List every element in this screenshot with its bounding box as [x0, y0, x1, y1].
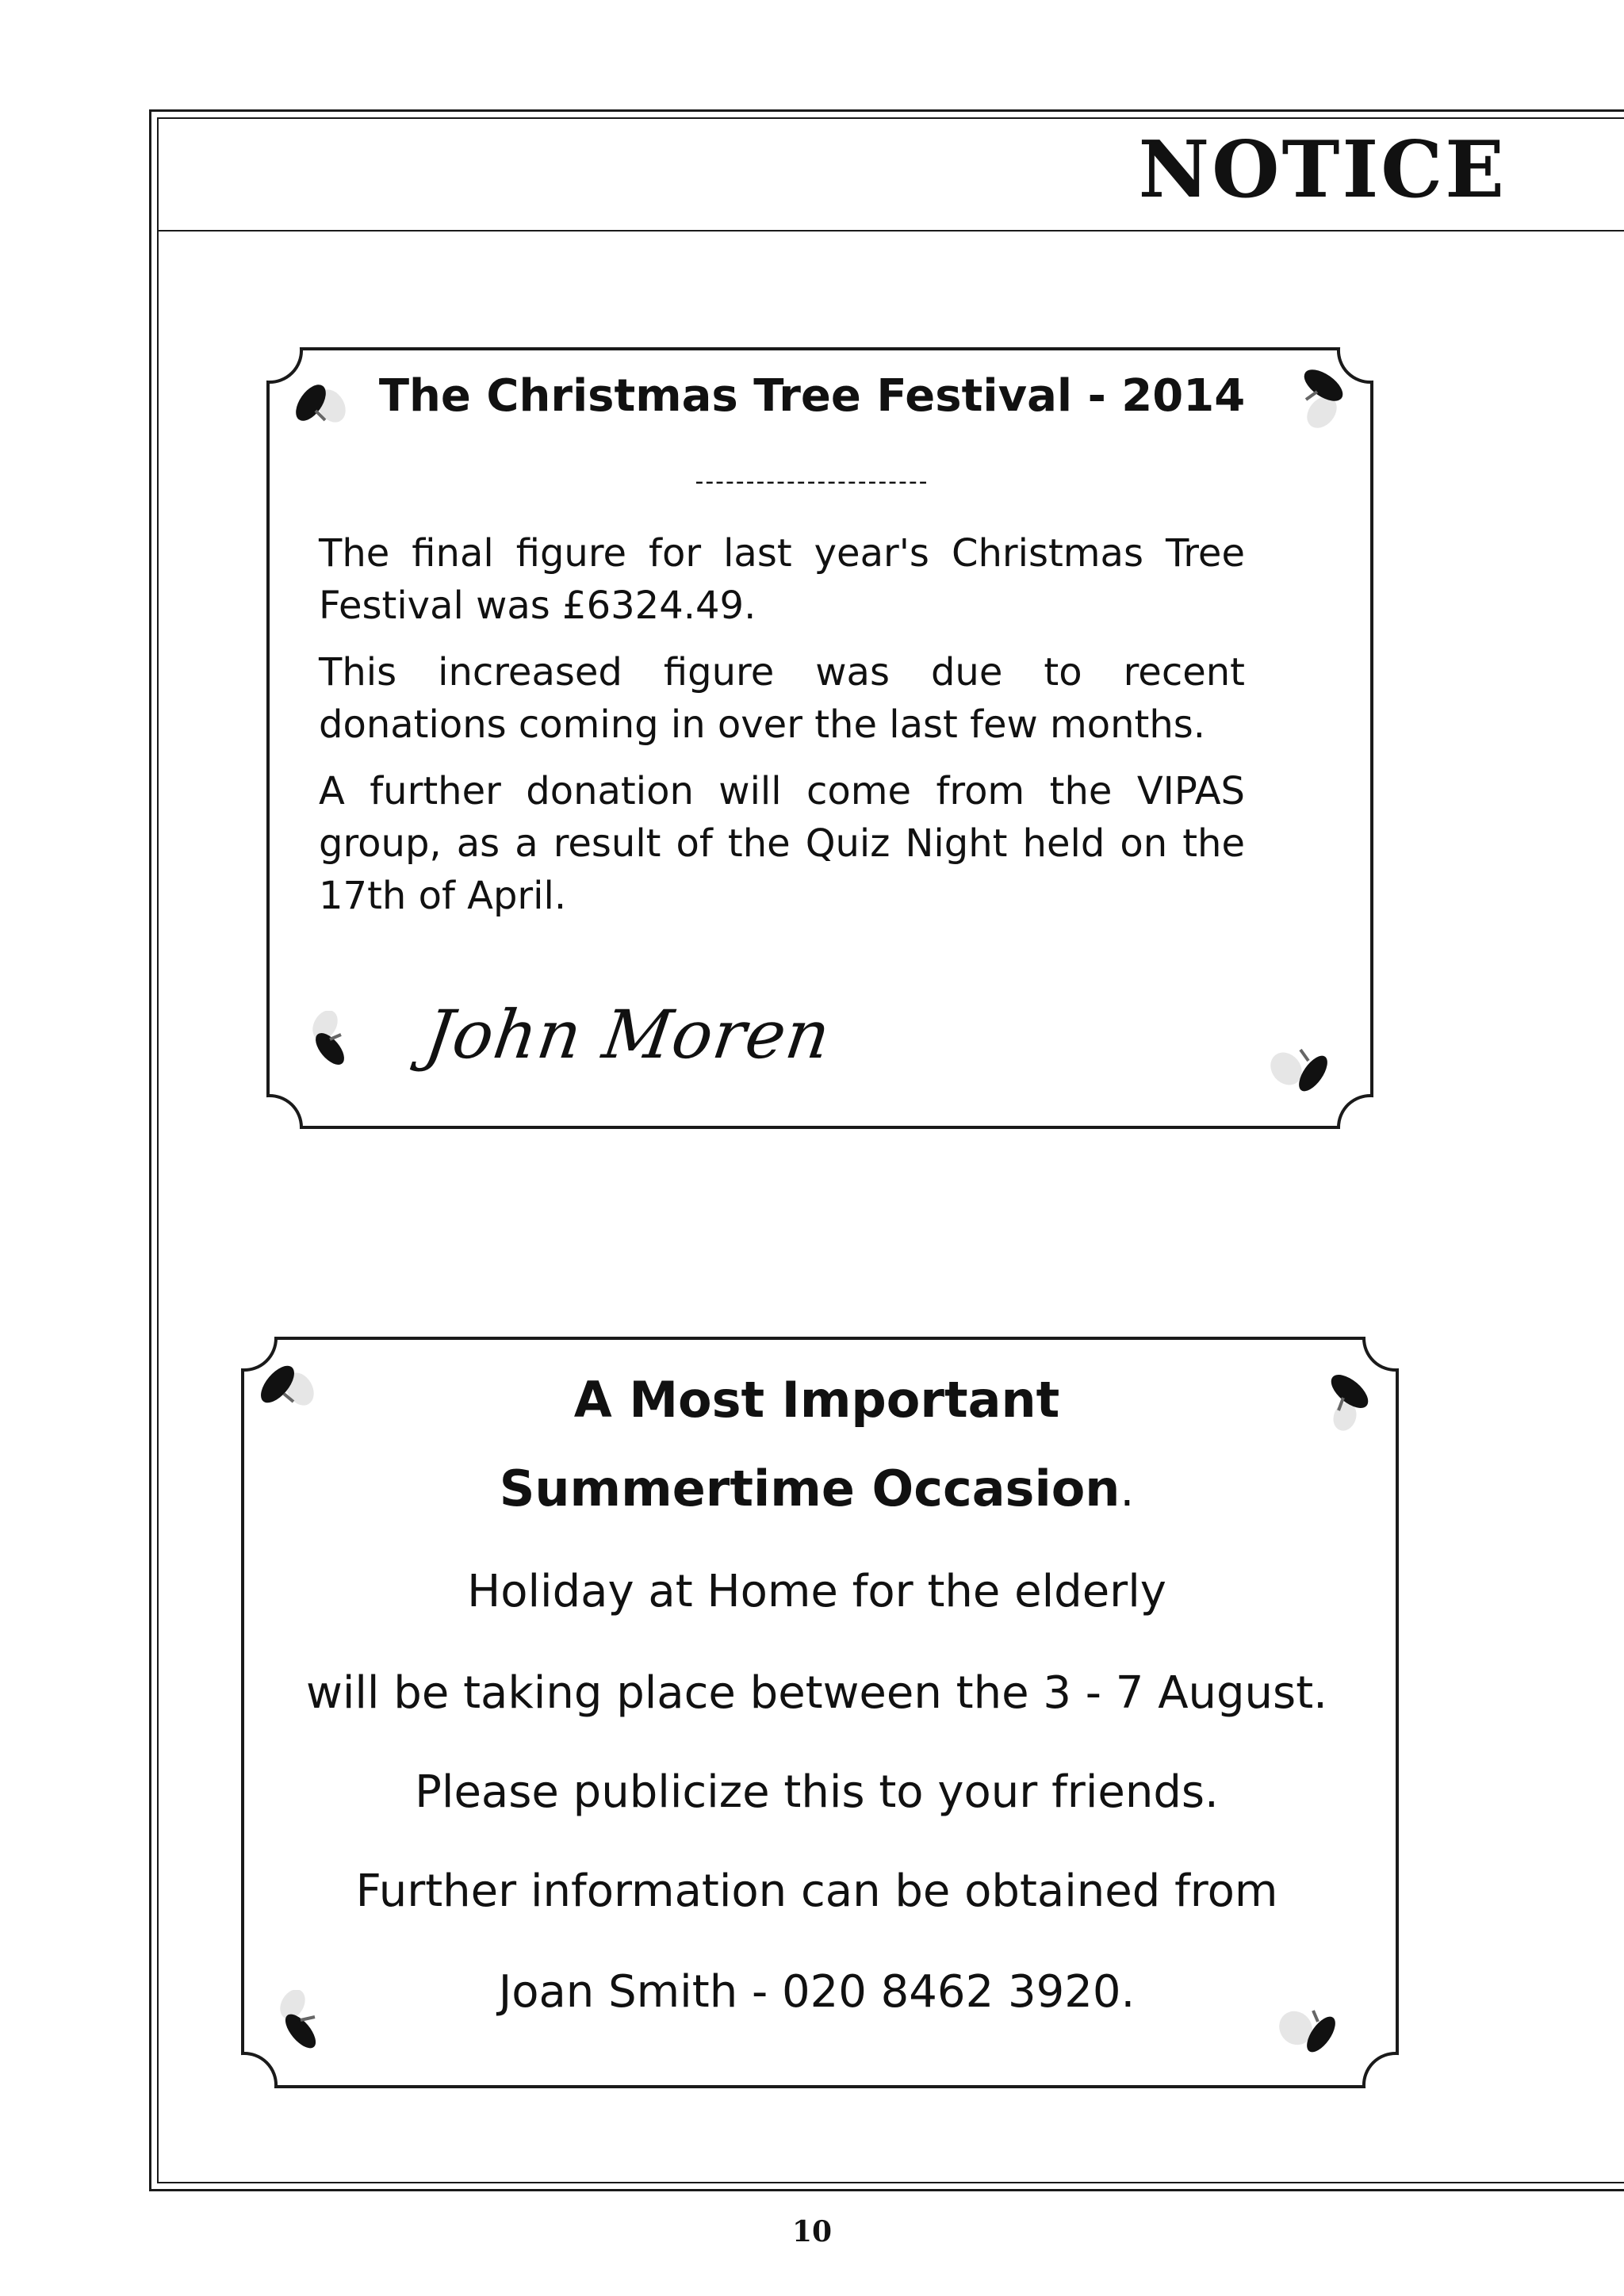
summer-card-line: Further information can be obtained from — [355, 1866, 1278, 1917]
summer-card-line: Holiday at Home for the elderly — [467, 1566, 1166, 1617]
summer-card-title-line1: A Most Important — [573, 1371, 1060, 1429]
festival-paragraph: This increased figure was due to recent donations coming in over the last few months. — [319, 650, 1245, 747]
summer-card-title-period: . — [1120, 1465, 1135, 1517]
festival-paragraph: A further donation will come from the VIPAS group, as a result of the Quiz Night held on the 17th of April. — [319, 769, 1245, 918]
festival-card-title: The Christmas Tree Festival - 2014 — [378, 370, 1246, 422]
festival-paragraph: The final figure for last year's Christmas Tree Festival was £6324.49. — [319, 531, 1245, 628]
festival-card-divider: ----------------------- — [695, 468, 929, 496]
signature: John Moren — [420, 996, 836, 1073]
page-number: 10 — [791, 2215, 833, 2248]
summer-card-title-line2 — [238, 1460, 1396, 1520]
summer-card-line: Joan Smith - 020 8462 3920. — [498, 1966, 1136, 2018]
page-title: NOTICE — [1138, 124, 1507, 216]
summer-card-title-text: Summertime Occasion — [499, 1460, 1120, 1517]
summer-card-line: will be taking place between the 3 - 7 August. — [306, 1667, 1327, 1719]
summer-card-line: Please publicize this to your friends. — [415, 1766, 1219, 1818]
